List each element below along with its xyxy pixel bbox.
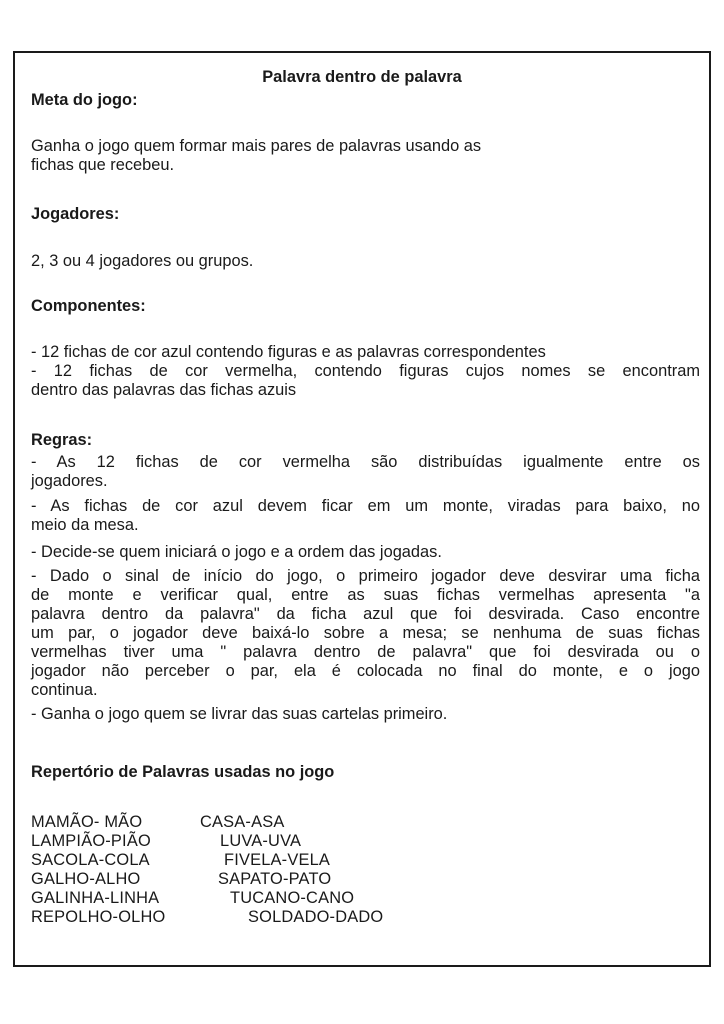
word-pair: GALHO-ALHO bbox=[31, 870, 141, 888]
regras-line: - As 12 fichas de cor vermelha são distribuídas igualmente entre os bbox=[31, 453, 700, 471]
regras-line: um par, o jogador deve baixá-lo sobre a mesa; se nenhuma de suas fichas bbox=[31, 624, 700, 642]
meta-line-1: Ganha o jogo quem formar mais pares de palavras usando as bbox=[31, 137, 482, 155]
regras-line: - Dado o sinal de início do jogo, o primeiro jogador deve desvirar uma ficha bbox=[31, 567, 700, 585]
regras-line: jogador não perceber o par, ela é colocada no final do monte, e o jogo bbox=[31, 662, 700, 680]
meta-line-2: fichas que recebeu. bbox=[31, 156, 175, 174]
regras-line: - Decide-se quem iniciará o jogo e a ordem das jogadas. bbox=[31, 543, 442, 561]
repertorio-heading: Repertório de Palavras usadas no jogo bbox=[31, 763, 335, 781]
word-pair: SACOLA-COLA bbox=[31, 851, 150, 869]
regras-line: - Ganha o jogo quem se livrar das suas cartelas primeiro. bbox=[31, 705, 448, 723]
regras-line: - As fichas de cor azul devem ficar em um monte, viradas para baixo, no bbox=[31, 497, 700, 515]
regras-heading: Regras: bbox=[31, 431, 93, 449]
regras-line: meio da mesa. bbox=[31, 516, 139, 534]
regras-line: jogadores. bbox=[31, 472, 108, 490]
word-pair: REPOLHO-OLHO bbox=[31, 908, 166, 926]
page-title: Palavra dentro de palavra bbox=[262, 68, 462, 86]
jogadores-heading: Jogadores: bbox=[31, 205, 120, 223]
componentes-heading: Componentes: bbox=[31, 297, 146, 315]
word-pair: TUCANO-CANO bbox=[230, 889, 355, 907]
word-pair: LUVA-UVA bbox=[220, 832, 302, 850]
rules-box bbox=[13, 51, 711, 967]
word-pair: MAMÃO- MÃO bbox=[31, 813, 143, 831]
componentes-item-2b: dentro das palavras das fichas azuis bbox=[31, 381, 297, 399]
regras-line: continua. bbox=[31, 681, 98, 699]
word-pair: FIVELA-VELA bbox=[224, 851, 331, 869]
regras-line: de monte e verificar qual, entre as suas fichas vermelhas apresenta "a bbox=[31, 586, 700, 604]
regras-line: vermelhas tiver uma " palavra dentro de palavra" que foi desvirada ou o bbox=[31, 643, 700, 661]
word-pair: GALINHA-LINHA bbox=[31, 889, 160, 907]
word-pair: SAPATO-PATO bbox=[218, 870, 332, 888]
word-pair: CASA-ASA bbox=[200, 813, 285, 831]
meta-heading: Meta do jogo: bbox=[31, 91, 138, 109]
jogadores-text: 2, 3 ou 4 jogadores ou grupos. bbox=[31, 252, 254, 270]
word-pair: SOLDADO-DADO bbox=[248, 908, 384, 926]
componentes-item-1: - 12 fichas de cor azul contendo figuras e as palavras correspondentes bbox=[31, 343, 546, 361]
componentes-item-2: - 12 fichas de cor vermelha, contendo figuras cujos nomes se encontram bbox=[31, 362, 700, 380]
word-pair: LAMPIÃO-PIÃO bbox=[31, 832, 151, 850]
regras-line: palavra dentro da palavra" da ficha azul que foi desvirada. Caso encontre bbox=[31, 605, 700, 623]
